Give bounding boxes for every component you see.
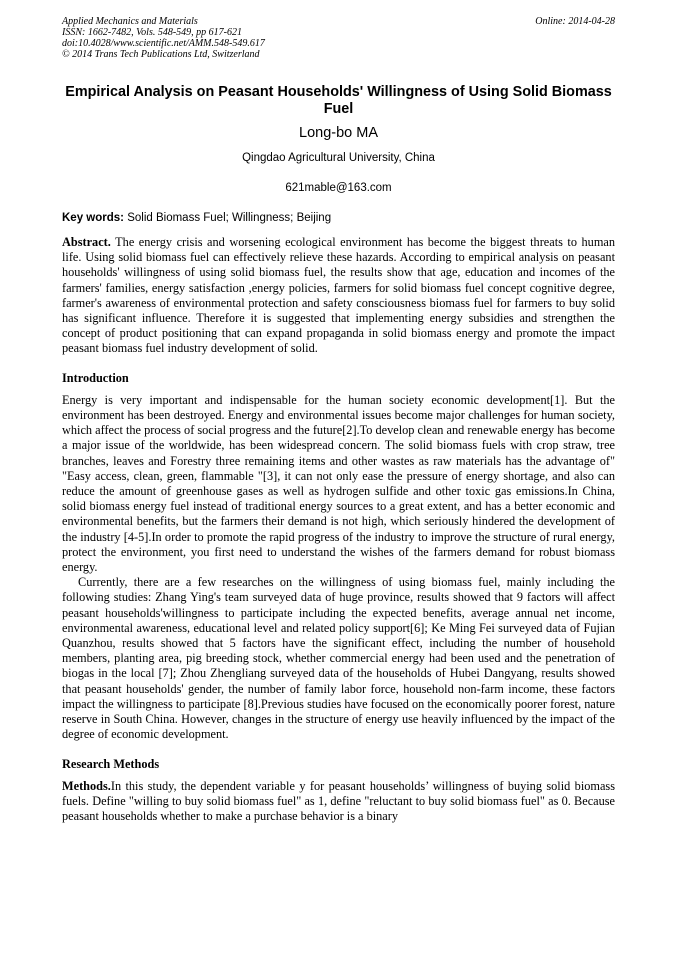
affiliation: Qingdao Agricultural University, China bbox=[242, 152, 435, 164]
abstract bbox=[62, 235, 615, 357]
paper-body bbox=[62, 235, 615, 824]
abstract-text: The energy crisis and worsening ecological environment has become the biggest threats to human life. Using solid biomass fuel can effectively relieve these hazards. According to empirical analysis on peasant households' willingness of using solid biomass fuel, the results show that age, education and incomes of the farmers' families, energy satisfaction ,energy policies, farmers for solid biomass fuel concept cognitive degree, farmer's awareness of environmental protection and safety consciousness biomass fuel for farmers to buy solid has significant influence. Therefore it is suggested that implementing energy subsidies and strengthen the concept of product positioning that can expand propaganda in solid biomass energy and promote the impact peasant biomass fuel industry development of solid. bbox=[62, 235, 615, 356]
keywords-label: Key words: bbox=[62, 212, 124, 224]
online-date: Online: 2014-04-28 bbox=[535, 16, 615, 27]
paper-title: Empirical Analysis on Peasant Households' Willingness of Using Solid Biomass Fuel bbox=[65, 84, 612, 117]
methods-label: Methods. bbox=[62, 778, 111, 793]
methods-paragraph bbox=[62, 779, 615, 825]
intro-paragraph-2: Currently, there are a few researches on the willingness of using biomass fuel, mainly including the following studies: Zhang Ying's team surveyed data of huge province, results showed that 9 factors will affect peasant households'willingness to participate including the expected benefits, average annual net income, environmental awareness, educational level and related policy support[6]; Ke Ming Fei surveyed data of Fujian Quanzhou, results showed that 5 factors have the significant effect, including the number of household members, planting area, pig breeding stock, whether commercial energy had been used and the penetration of biogas in the local [7]; Zhou Zhengliang surveyed data of the households of Hubei Dangyang, results showed that peasant households' gender, the number of family labor force, household non-farm income, these factors impact the willingness to participate [8].Previous studies have focused on the economically poorer forest, nature reserve in South China. However, changes in the structure of energy use heavily influenced by the impact of the degree of economic development. bbox=[62, 575, 615, 742]
doi-line: doi:10.4028/www.scientific.net/AMM.548-549.617 bbox=[62, 38, 265, 49]
methods-text: In this study, the dependent variable y for peasant households’ willingness of buying solid biomass fuels. Define "willing to buy solid biomass fuel" as 1, define "reluctant to buy solid biomass fuel" as 0. Because peasant households whether to make a purchase behavior is a binary bbox=[62, 778, 615, 824]
issn-line: ISSN: 1662-7482, Vols. 548-549, pp 617-621 bbox=[62, 27, 242, 38]
author-email: 621mable@163.com bbox=[285, 182, 392, 194]
section-heading-research-methods: Research Methods bbox=[62, 756, 160, 771]
intro-paragraph-1: Energy is very important and indispensable for the human society economic development[1]. But the environment has been destroyed. Energy and environmental issues become major challenges for human society, which affect the process of social progress and the future[2].To develop clean and renewable energy has become a major issue of the worldwide, has been widespread concern. The solid biomass fuels with crop straw, tree branches, leaves and Forestry three remaining items and other wastes as raw materials has the advantage of" "Easy access, clean, green, flammable "[3], it can not only ease the pressure of energy shortage, and also can reduce the amount of greenhouse gases as well as hydrogen sulfide and other toxic gas emissions.In China, solid biomass energy fuel instead of traditional energy sources to a great extent, and has a better economic and environmental benefits, but the farmers their demand is not high, which seriously hindered the development of the industry [4-5].In order to promote the rapid progress of the industry to improve the structure of rural energy, protect the environment, you first need to understand the wishes of the farmers demand for robust biomass energy. bbox=[62, 392, 615, 575]
abstract-label: Abstract. bbox=[62, 235, 111, 249]
keywords-text: Solid Biomass Fuel; Willingness; Beijing bbox=[127, 212, 332, 224]
section-heading-introduction: Introduction bbox=[62, 370, 129, 385]
article-header bbox=[62, 16, 615, 60]
copyright-line: © 2014 Trans Tech Publications Ltd, Switzerland bbox=[62, 49, 260, 60]
keywords bbox=[62, 211, 615, 225]
author-name: Long-bo MA bbox=[299, 125, 378, 141]
journal-name: Applied Mechanics and Materials bbox=[62, 16, 198, 27]
